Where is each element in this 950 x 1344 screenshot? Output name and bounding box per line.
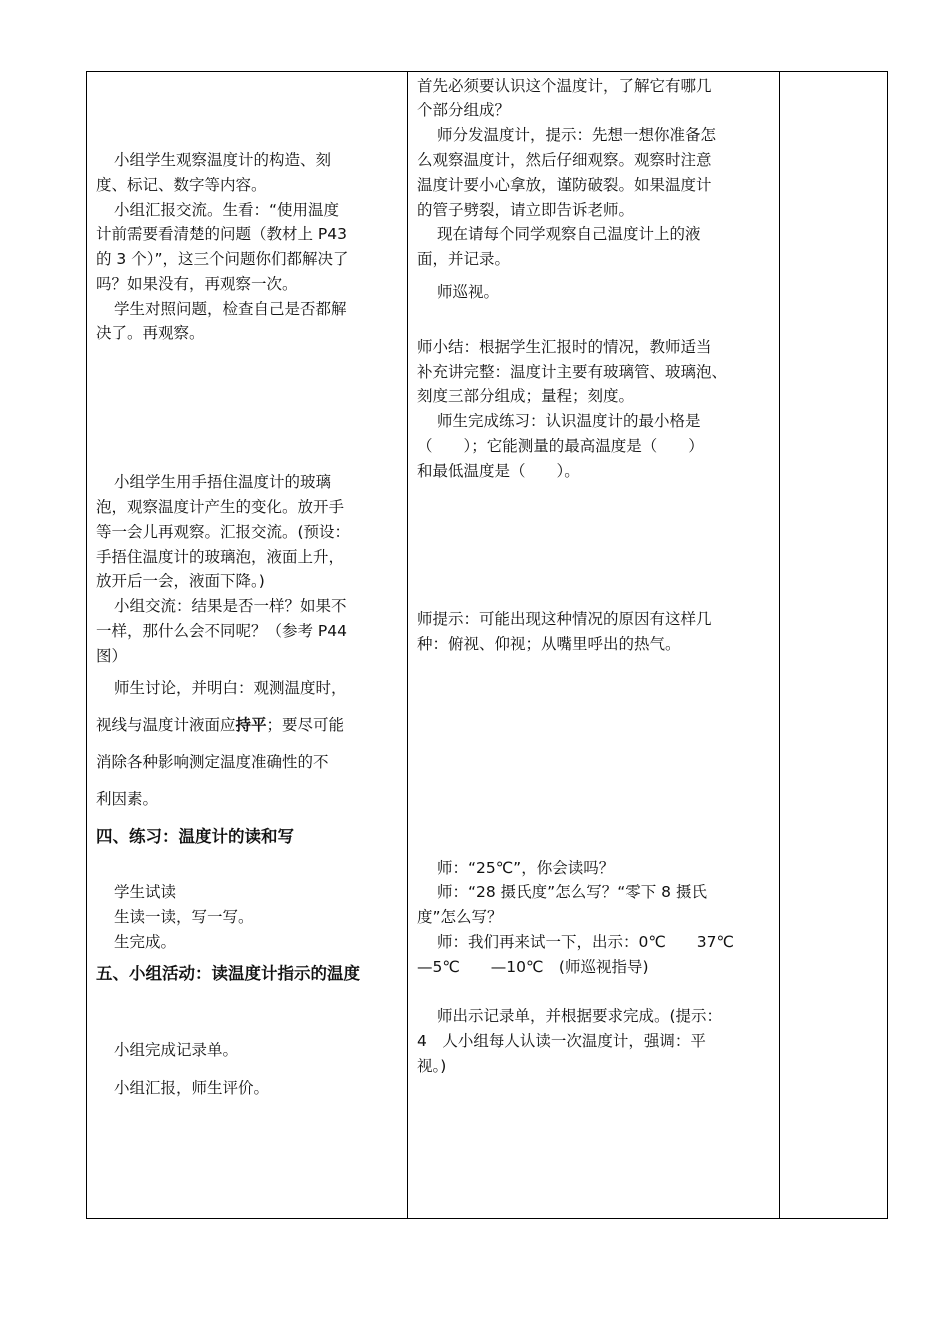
teacher-activity-text: （ ）；它能测量的最高温度是（ ）	[417, 437, 704, 455]
student-activity-text: 放开后一会，液面下降。)	[96, 572, 265, 590]
student-activity-text: 图）	[96, 647, 128, 665]
student-activity-text: 小组汇报，师生评价。	[114, 1079, 270, 1097]
student-activity-text	[96, 714, 344, 736]
teacher-activity-text: 和最低温度是（ ）。	[417, 462, 580, 480]
student-activity-text: 生完成。	[114, 933, 177, 951]
student-activity-text: 等一会儿再观察。汇报交流。(预设：	[96, 523, 351, 541]
student-activity-text: 小组汇报交流。生看：“使用温度	[114, 201, 340, 219]
teacher-activity-text: 师：“28 摄氏度”怎么写？“零下 8 摄氏	[437, 883, 707, 901]
column-divider-1	[407, 72, 408, 1218]
teacher-activity-text: 师生完成练习：认识温度计的最小格是	[437, 412, 701, 430]
teacher-activity-text: 刻度三部分组成；量程；刻度。	[417, 387, 635, 405]
teacher-activity-text: 师：“25℃”，你会读吗？	[437, 859, 615, 877]
teacher-activity-text: 种：俯视、仰视；从嘴里呼出的热气。	[417, 635, 681, 653]
student-activity-text: 学生对照问题，检查自己是否都解	[114, 300, 347, 318]
teacher-activity-text: 师小结：根据学生汇报时的情况，教师适当	[417, 338, 712, 356]
student-activity-text: 泡，观察温度计产生的变化。放开手	[96, 498, 345, 516]
teacher-activity-text: —5℃ —10℃ (师巡视指导)	[417, 958, 649, 976]
student-activity-text: 消除各种影响测定温度准确性的不	[96, 753, 329, 771]
teacher-activity-text: 个部分组成？	[417, 101, 511, 119]
student-activity-text: 小组学生用手捂住温度计的玻璃	[114, 473, 332, 491]
teacher-activity-text: 师：我们再来试一下，出示：0℃ 37℃	[437, 933, 734, 951]
teacher-activity-text: 师巡视。	[437, 283, 500, 301]
teacher-activity-text: 补充讲完整：温度计主要有玻璃管、玻璃泡、	[417, 363, 728, 381]
teacher-activity-text: 首先必须要认识这个温度计，了解它有哪几	[417, 77, 712, 95]
student-activity-text: 吗？如果没有，再观察一次。	[96, 275, 298, 293]
student-activity-text: 小组交流：结果是否一样？如果不	[114, 597, 347, 615]
teacher-activity-text: 师分发温度计，提示：先想一想你准备怎	[437, 126, 717, 144]
student-activity-text: 计前需要看清楚的问题（教材上 P43	[96, 225, 347, 243]
text-segment: 视线与温度计液面应	[96, 716, 236, 734]
teacher-activity-text: 视。)	[417, 1057, 447, 1075]
emphasis-text: 持平	[235, 716, 267, 734]
student-activity-text: 决了。再观察。	[96, 324, 205, 342]
teacher-activity-text: 度”怎么写？	[417, 908, 503, 926]
text-segment: ；要尽可能	[266, 716, 345, 734]
student-activity-text: 度、标记、数字等内容。	[96, 176, 267, 194]
teacher-activity-text: 师出示记录单，并根据要求完成。(提示：	[437, 1007, 723, 1025]
student-activity-text: 师生讨论，并明白：观测温度时，	[114, 679, 347, 697]
section-heading-practice: 四、练习：温度计的读和写	[96, 827, 294, 846]
student-activity-text: 手捂住温度计的玻璃泡，液面上升，	[96, 548, 345, 566]
student-activity-text: 生读一读，写一写。	[114, 908, 254, 926]
section-heading-activity: 五、小组活动：读温度计指示的温度	[96, 964, 360, 983]
teacher-activity-text: 4 人小组每人认读一次温度计，强调：平	[417, 1032, 706, 1050]
teacher-activity-text: 温度计要小心拿放，谨防破裂。如果温度计	[417, 176, 712, 194]
teacher-activity-text: 么观察温度计，然后仔细观察。观察时注意	[417, 151, 712, 169]
column-divider-2	[779, 72, 780, 1218]
student-activity-text: 学生试读	[114, 883, 177, 901]
teacher-activity-text: 面，并记录。	[417, 250, 511, 268]
student-activity-text: 小组学生观察温度计的构造、刻	[114, 151, 332, 169]
teacher-activity-text: 师提示：可能出现这种情况的原因有这样几	[417, 610, 712, 628]
student-activity-text: 小组完成记录单。	[114, 1041, 239, 1059]
student-activity-text: 一样，那什么会不同呢？（参考 P44	[96, 622, 347, 640]
teacher-activity-text: 现在请每个同学观察自己温度计上的液	[437, 225, 701, 243]
student-activity-text: 的 3 个）”，这三个问题你们都解决了	[96, 250, 349, 268]
teacher-activity-text: 的管子劈裂，请立即告诉老师。	[417, 201, 635, 219]
student-activity-text: 利因素。	[96, 790, 159, 808]
